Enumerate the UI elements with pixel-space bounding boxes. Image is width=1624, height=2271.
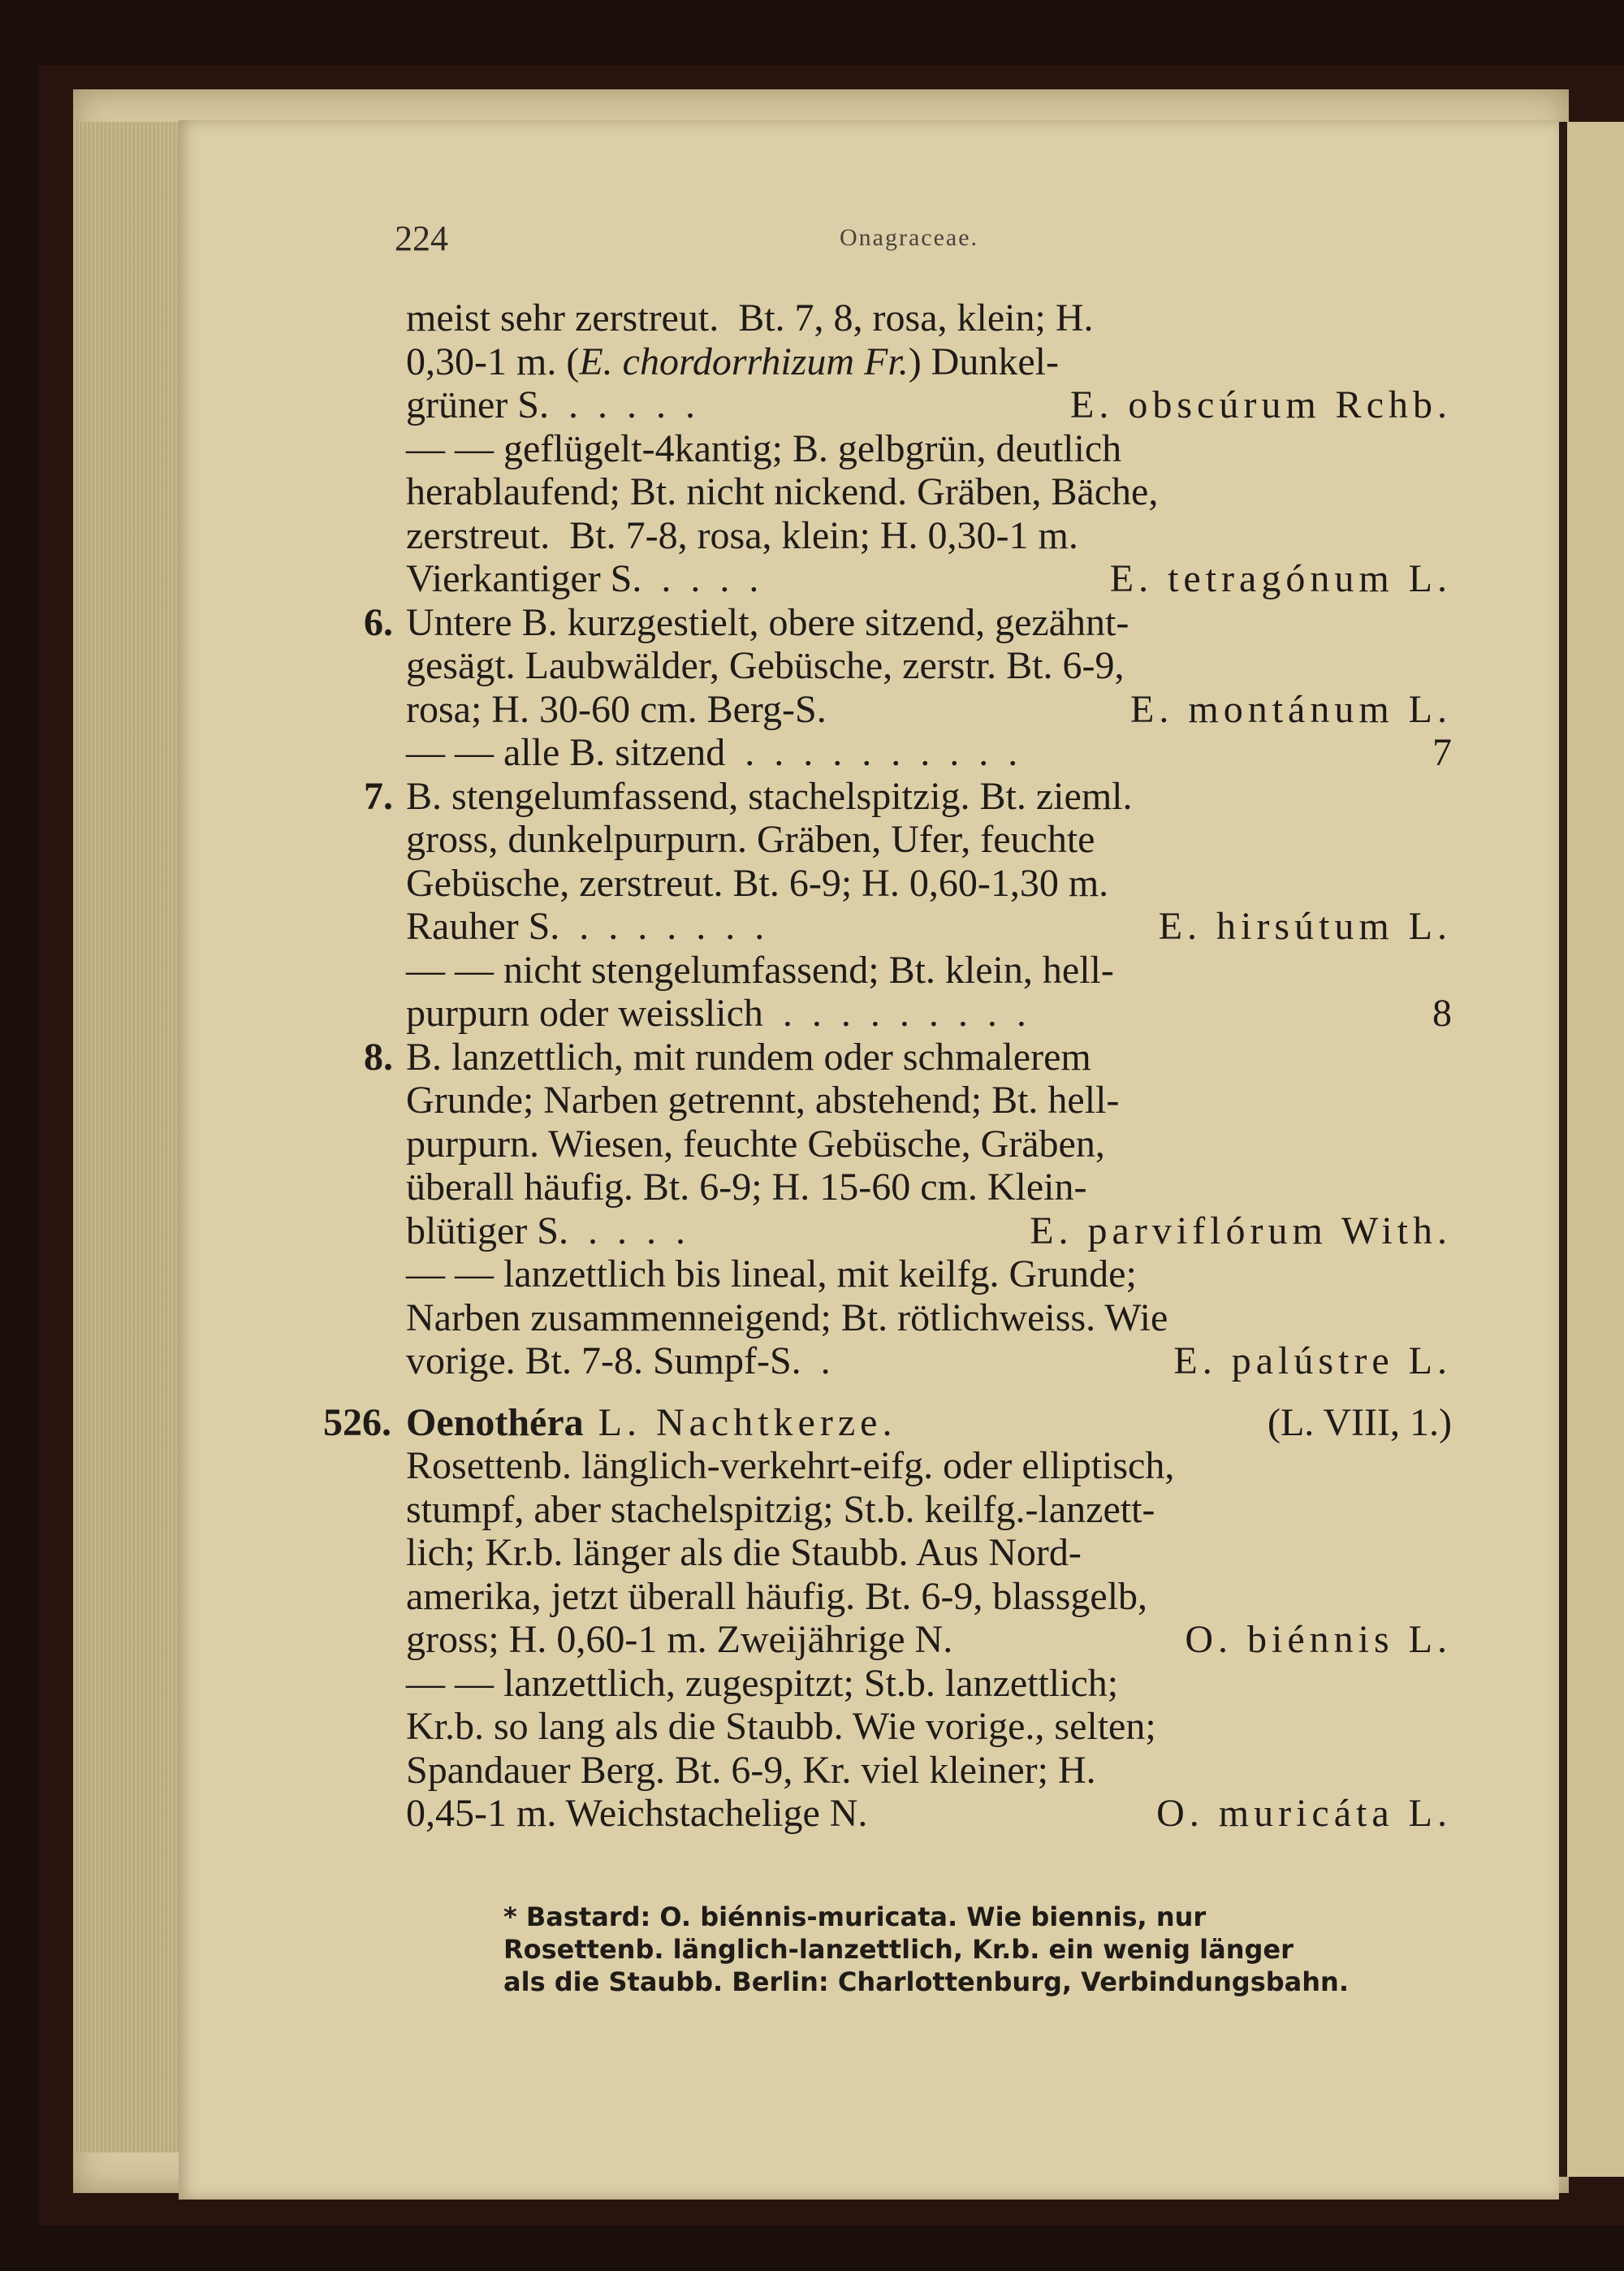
line-text: Rauher S. . . . . . . . bbox=[406, 905, 765, 948]
footnote-line: als die Staubb. Berlin: Charlottenburg, Verbindungsbahn. bbox=[503, 1966, 1349, 1997]
text-line bbox=[406, 1123, 1462, 1166]
text-line bbox=[406, 340, 1462, 384]
line-text: Grunde; Narben getrennt, abstehend; Bt. hell- bbox=[406, 1079, 1120, 1122]
linnaean-class: (L. VIII, 1.) bbox=[1267, 1400, 1452, 1444]
text-line bbox=[406, 514, 1462, 558]
page-edges bbox=[73, 122, 179, 2152]
species-name: E. tetragónum L. bbox=[1109, 557, 1452, 600]
line-text: lich; Kr.b. länger als die Staubb. Aus Nord- bbox=[406, 1531, 1082, 1574]
synonym-italic: E. chordorrhizum Fr. bbox=[579, 340, 909, 383]
page-number: 224 bbox=[395, 218, 448, 258]
text-line bbox=[364, 1035, 1462, 1079]
genus-author-common: L. Nachtkerze. bbox=[583, 1400, 897, 1444]
line-text: herablaufend; Bt. nicht nickend. Gräben, Bäche, bbox=[406, 470, 1159, 513]
line-text: 0,45-1 m. Weichstachelige N. bbox=[406, 1792, 868, 1835]
line-text: Vierkantiger S. . . . . bbox=[406, 557, 759, 600]
body-text bbox=[323, 296, 1462, 1836]
species-name: E. obscúrum Rchb. bbox=[1070, 383, 1452, 426]
key-number: 8. bbox=[364, 1035, 393, 1079]
line-text: amerika, jetzt überall häufig. Bt. 6-9, blassgelb, bbox=[406, 1574, 1148, 1618]
text-line bbox=[406, 1079, 1462, 1123]
line-text: — — lanzettlich, zugespitzt; St.b. lanzettlich; bbox=[406, 1661, 1119, 1705]
genus-name: Oenothéra bbox=[406, 1400, 584, 1444]
species-name: O. biénnis L. bbox=[1185, 1618, 1452, 1661]
line-text: purpurn. Wiesen, feuchte Gebüsche, Gräben, bbox=[406, 1122, 1105, 1166]
footnote-line: Rosettenb. länglich-lanzettlich, Kr.b. ein wenig länger bbox=[503, 1934, 1294, 1965]
line-text: B. lanzettlich, mit rundem oder schmalerem bbox=[406, 1035, 1091, 1079]
line-text-tail: ) Dunkel- bbox=[908, 340, 1059, 383]
running-head: Onagraceae. bbox=[840, 224, 979, 251]
line-text: zerstreut. Bt. 7-8, rosa, klein; H. 0,30-1 m. bbox=[406, 513, 1078, 557]
key-reference: 8 bbox=[1432, 992, 1452, 1035]
key-reference: 7 bbox=[1432, 731, 1452, 774]
line-text: — — lanzettlich bis lineal, mit keilfg. Grunde; bbox=[406, 1252, 1137, 1296]
text-line bbox=[406, 383, 1462, 427]
line-text: überall häufig. Bt. 6-9; H. 15-60 cm. Klein- bbox=[406, 1166, 1087, 1209]
text-line bbox=[406, 1209, 1462, 1253]
footnote-line: * Bastard: O. biénnis-muricata. Wie biennis, nur bbox=[503, 1901, 1207, 1932]
text-line bbox=[406, 905, 1462, 949]
text-line bbox=[406, 949, 1462, 993]
line-text: 0,30-1 m. ( bbox=[406, 340, 580, 383]
line-text: Spandauer Berg. Bt. 6-9, Kr. viel kleiner; H. bbox=[406, 1748, 1096, 1792]
text-line bbox=[364, 600, 1462, 645]
section-gap bbox=[406, 1383, 1462, 1401]
text-line bbox=[406, 1531, 1462, 1575]
line-text: stumpf, aber stachelspitzig; St.b. keilfg.-lanzett- bbox=[406, 1487, 1155, 1531]
line-text: Rosettenb. länglich-verkehrt-eifg. oder elliptisch, bbox=[406, 1444, 1175, 1487]
line-text: gross, dunkelpurpurn. Gräben, Ufer, feuchte bbox=[406, 818, 1095, 861]
species-name: E. parviflórum With. bbox=[1030, 1209, 1452, 1252]
text-line bbox=[406, 1166, 1462, 1209]
text-line bbox=[406, 688, 1462, 732]
page-gutter bbox=[1559, 122, 1567, 2177]
text-line bbox=[406, 992, 1462, 1036]
line-text: meist sehr zerstreut. Bt. 7, 8, rosa, klein; H. bbox=[406, 296, 1094, 340]
text-line bbox=[406, 1662, 1462, 1706]
key-number: 6. bbox=[364, 600, 393, 644]
footnote bbox=[503, 1901, 1405, 1998]
line-text: Gebüsche, zerstreut. Bt. 6-9; H. 0,60-1,30 m. bbox=[406, 861, 1109, 905]
text-line bbox=[406, 644, 1462, 688]
genus-heading bbox=[323, 1400, 1462, 1445]
text-line bbox=[406, 427, 1462, 471]
text-line bbox=[406, 1296, 1462, 1340]
line-text: gesägt. Laubwälder, Gebüsche, zerstr. Bt. 6-9, bbox=[406, 644, 1125, 687]
text-line bbox=[406, 1575, 1462, 1619]
text-line bbox=[406, 1792, 1462, 1836]
text-line bbox=[406, 1444, 1462, 1488]
line-text: B. stengelumfassend, stachelspitzig. Bt. zieml. bbox=[406, 774, 1133, 818]
line-text: gross; H. 0,60-1 m. Zweijährige N. bbox=[406, 1618, 953, 1661]
text-line bbox=[406, 557, 1462, 601]
text-line bbox=[406, 1705, 1462, 1749]
line-text: Untere B. kurzgestielt, obere sitzend, gezähnt- bbox=[406, 600, 1129, 644]
line-text: Narben zusammenneigend; Bt. rötlichweiss. Wie bbox=[406, 1296, 1168, 1339]
genus-number: 526. bbox=[323, 1400, 391, 1444]
text-line bbox=[406, 296, 1462, 340]
text-line bbox=[406, 862, 1462, 906]
text-line bbox=[406, 1749, 1462, 1793]
species-name: E. montánum L. bbox=[1130, 687, 1452, 731]
line-text: purpurn oder weisslich . . . . . . . . . bbox=[406, 992, 1026, 1035]
text-line bbox=[406, 731, 1462, 775]
line-text: rosa; H. 30-60 cm. Berg-S. bbox=[406, 687, 827, 731]
line-text: grüner S. . . . . . bbox=[406, 383, 695, 426]
species-name: E. palústre L. bbox=[1173, 1339, 1452, 1382]
key-number: 7. bbox=[364, 774, 393, 818]
line-text: blütiger S. . . . . bbox=[406, 1209, 685, 1252]
text-line bbox=[406, 818, 1462, 862]
line-text: vorige. Bt. 7-8. Sumpf-S. . bbox=[406, 1339, 831, 1382]
line-text: — — alle B. sitzend . . . . . . . . . . bbox=[406, 731, 1018, 774]
text-line bbox=[406, 1339, 1462, 1383]
adjacent-page bbox=[1567, 122, 1624, 2177]
text-line bbox=[406, 1618, 1462, 1662]
species-name: O. muricáta L. bbox=[1156, 1792, 1452, 1835]
species-name: E. hirsútum L. bbox=[1158, 905, 1452, 948]
line-text: — — geflügelt-4kantig; B. gelbgrün, deutlich bbox=[406, 426, 1122, 470]
text-line bbox=[364, 774, 1462, 819]
text-line bbox=[406, 1488, 1462, 1532]
text-line bbox=[406, 1252, 1462, 1296]
text-line bbox=[406, 470, 1462, 514]
line-text: Kr.b. so lang als die Staubb. Wie vorige., selten; bbox=[406, 1705, 1156, 1748]
line-text: — — nicht stengelumfassend; Bt. klein, hell- bbox=[406, 948, 1114, 992]
